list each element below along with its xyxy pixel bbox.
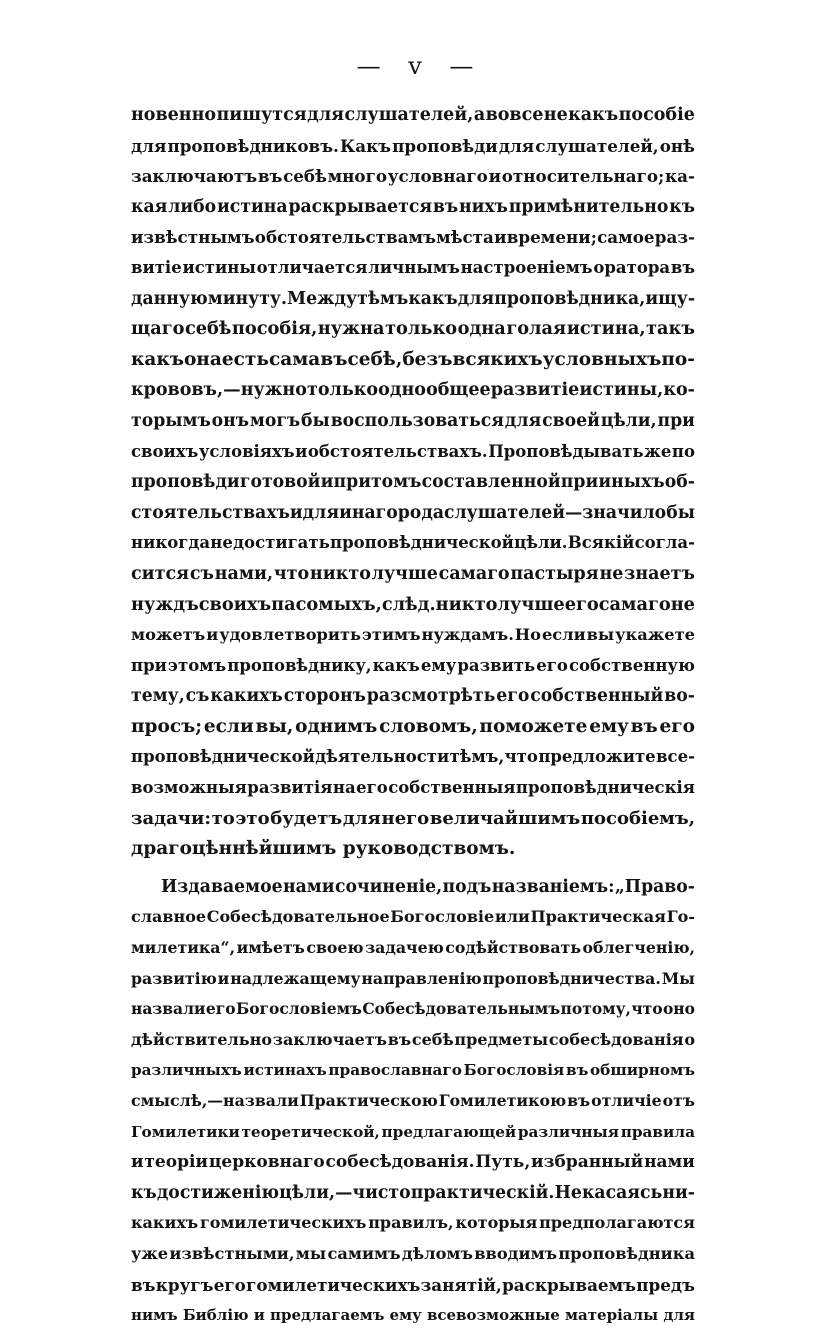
text-line: заключаютъ въ себѣ много условнаго и относительнаго; ка- (131, 166, 695, 187)
text-line: извѣстнымъ обстоятельствамъ мѣста и времени; самое раз- (131, 227, 695, 248)
text-line: сится съ нами, что никто лучше самаго пастыря не знаетъ (131, 563, 695, 584)
text-line: въ кругъ его гомилетическихъ занятій, раскрываемъ предъ (131, 1274, 695, 1295)
text-line: милетика“, имѣетъ своею задачею содѣйствовать облегченію, (131, 938, 695, 958)
text-line: и теоріи церковнаго собесѣдованія. Путь, избранный нами (131, 1152, 695, 1173)
text-line: различныхъ истинахъ православнаго Богословія въ обширномъ (131, 1061, 695, 1080)
text-line: уже извѣстными, мы самимъ дѣломъ вводимъ проповѣдника (131, 1243, 695, 1263)
text-line: Гомилетики теоретической, предлагающей различныя правила (131, 1122, 695, 1141)
text-line: тему, съ какихъ сторонъ разсмотрѣть его собственный во- (131, 686, 695, 707)
text-line: нуждъ своихъ пасомыхъ, слѣд. никто лучше его самаго не (131, 593, 695, 615)
text-line: торымъ онъ могъ бы воспользоваться для своей цѣли, при (131, 410, 695, 431)
text-line: крововъ, — нужно только одно общее развитіе истины, ко- (131, 380, 695, 401)
paragraph-1 (131, 100, 695, 865)
text-line: новенно пишутся для слушателей, а вовсе не какъ пособіе (131, 105, 695, 125)
text-line: нимъ Библію и предлагаемъ ему всевозможные матеріалы для (131, 1306, 695, 1325)
text-line: для проповѣдниковъ. Какъ проповѣди для слушателей, онѣ (131, 135, 695, 156)
text-line: какихъ гомилетическихъ правилъ, которыя предполагаются (131, 1213, 695, 1233)
text-line: драгоцѣннѣйшимъ руководствомъ. (131, 838, 516, 860)
text-line: витіе истины отличается личнымъ настроеніемъ оратора въ (131, 257, 695, 277)
text-line: возможныя развитія на его собственныя проповѣдническія (131, 778, 695, 798)
body-text (131, 100, 695, 1331)
text-line: кая либо истина раскрывается въ нихъ примѣнительно къ (131, 196, 695, 217)
text-line: дѣйствительно заключаетъ въ себѣ предметы собесѣдованія о (131, 1029, 695, 1049)
text-line: щаго себѣ пособія, нужна только одна голая истина, такъ (131, 318, 695, 340)
paragraph-2 (131, 872, 695, 1331)
page-number-header: — v — (356, 52, 484, 80)
text-line: стоятельствахъ и для инаго рода слушателей — значило бы (131, 502, 695, 523)
text-line: развитію и надлежащему направленію проповѣдничества. Мы (131, 968, 695, 988)
text-line: своихъ условіяхъ и обстоятельствахъ. Проповѣдывать же по (131, 441, 695, 461)
text-line: проповѣди готовой и притомъ составленной при иныхъ об- (131, 472, 695, 493)
text-line: данную минуту. Между тѣмъ какъ для проповѣдника, ищу- (131, 288, 695, 309)
text-line: при этомъ проповѣднику, какъ ему развить его собственную (131, 655, 695, 675)
text-line: задачи: то это будетъ для него величайшимъ пособіемъ, (131, 807, 695, 829)
text-line: можетъ и удовлетворить этимъ нуждамъ. Но если вы укажете (131, 625, 695, 645)
text-line: славное Собесѣдовательное Богословіе или Практическая Го- (131, 907, 695, 927)
text-line: никогда не достигать проповѣднической цѣли. Всякій согла- (131, 533, 695, 553)
text-line: смыслѣ,—назвали Практическою Гомилетикою въ отличіе отъ (131, 1091, 695, 1110)
text-line: какъ она есть сама въ себѣ, безъ всякихъ условныхъ по- (131, 348, 695, 370)
text-line: просъ; если вы, однимъ словомъ, поможете ему въ его (131, 715, 695, 737)
text-line: Издаваемое нами сочиненіе, подъ названіемъ: „Право- (161, 876, 695, 897)
text-line: проповѣднической дѣятельности тѣмъ, что предложите все- (131, 747, 695, 767)
text-line: назвали его Богословіемъ Собесѣдовательнымъ потому, что оно (131, 999, 695, 1019)
text-line: къ достиженію цѣли, — чисто практическій. Не касаясь ни- (131, 1182, 695, 1203)
